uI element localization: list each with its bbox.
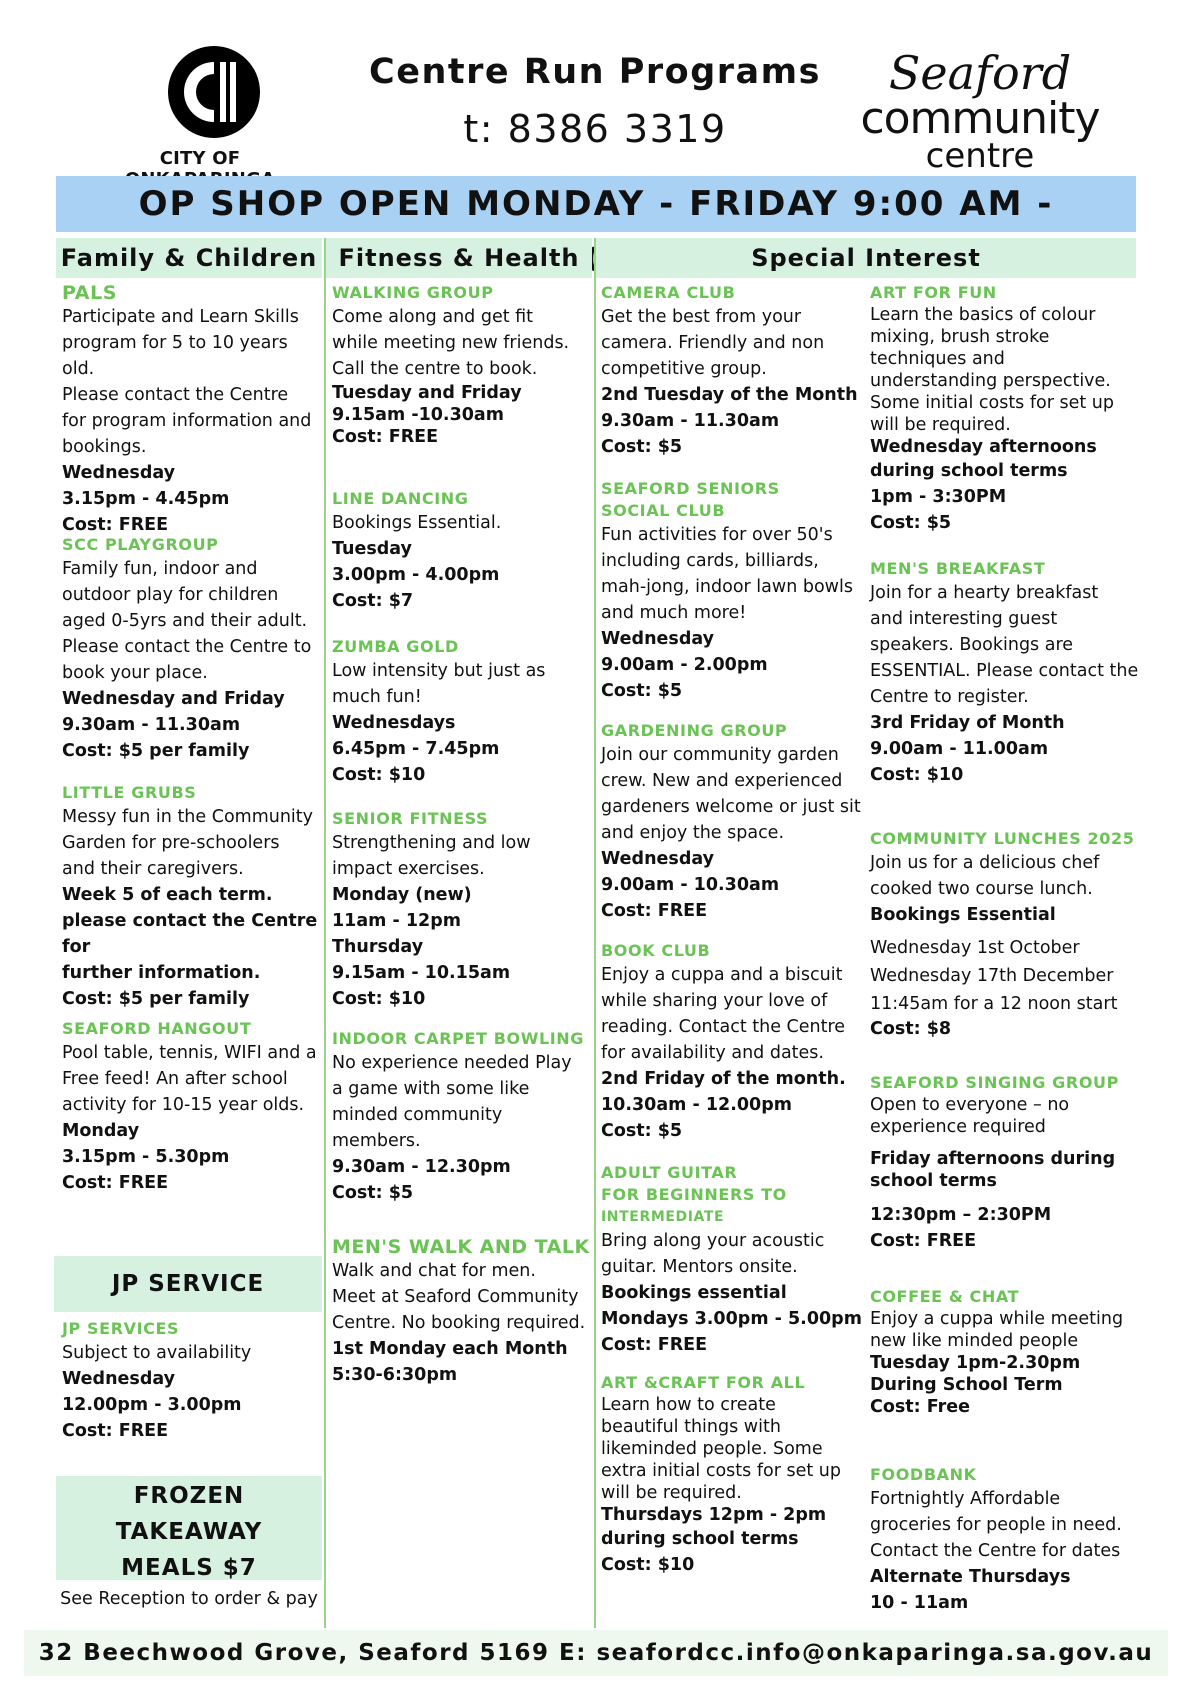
- program-day: Wednesdays: [332, 713, 456, 733]
- program-cost: Cost: $10: [332, 765, 426, 785]
- column-divider: [324, 238, 326, 1628]
- program-desc: while meeting new friends.: [332, 333, 570, 353]
- program-cost: Cost: FREE: [62, 1173, 169, 1193]
- program-title: ZUMBA GOLD: [332, 637, 459, 656]
- program-desc: Family fun, indoor and: [62, 559, 258, 579]
- program-playgroup: [62, 534, 311, 764]
- program-desc: mah-jong, indoor lawn bowls: [601, 577, 853, 597]
- program-desc: Join us for a delicious chef: [870, 853, 1100, 873]
- column-divider: [594, 238, 596, 1628]
- program-desc: Enjoy a cuppa and a biscuit: [601, 965, 843, 985]
- program-desc: Bookings Essential.: [332, 513, 502, 533]
- frozen-meals-line2: MEALS $7: [121, 1555, 257, 1581]
- program-desc: Walk and chat for men.: [332, 1261, 536, 1281]
- program-desc: program for 5 to 10 years old.: [62, 333, 288, 379]
- program-day: Tuesday: [332, 539, 412, 559]
- program-desc: activity for 10-15 year olds.: [62, 1095, 305, 1115]
- logo-line-community: community: [860, 93, 1100, 144]
- program-seaford-hangout: [62, 1018, 317, 1196]
- program-desc: understanding perspective.: [870, 371, 1111, 391]
- program-day: school terms: [870, 1171, 997, 1191]
- program-day: Wednesday afternoons: [870, 437, 1097, 457]
- program-desc: bookings.: [62, 437, 147, 457]
- program-mens-walk: [332, 1236, 590, 1388]
- program-title: COMMUNITY LUNCHES 2025: [870, 829, 1135, 848]
- program-desc: Free feed! An after school: [62, 1069, 288, 1089]
- program-desc: for program information and: [62, 411, 312, 431]
- program-desc: a game with some like: [332, 1079, 530, 1099]
- program-desc: crew. New and experienced: [601, 771, 843, 791]
- program-desc: Some initial costs for set up: [870, 393, 1115, 413]
- program-time: 11am - 12pm: [332, 911, 461, 931]
- program-title: INDOOR CARPET BOWLING: [332, 1029, 585, 1048]
- program-walking-group: [332, 282, 569, 448]
- program-camera-club: [601, 282, 858, 460]
- program-time: 9.15am -10.30am: [332, 405, 504, 425]
- program-desc: ESSENTIAL. Please contact the: [870, 661, 1139, 681]
- program-desc: new like minded people: [870, 1331, 1079, 1351]
- program-title: SOCIAL CLUB: [601, 501, 726, 520]
- program-desc: Bring along your acoustic: [601, 1231, 825, 1251]
- program-desc: Garden for pre-schoolers: [62, 833, 280, 853]
- program-title: PALS: [62, 282, 118, 304]
- logo-line-centre: centre: [925, 136, 1035, 176]
- program-desc: Come along and get fit: [332, 307, 534, 327]
- program-desc: Get the best from your: [601, 307, 802, 327]
- program-line-dancing: [332, 488, 501, 614]
- program-title: ART FOR FUN: [870, 283, 997, 302]
- program-time: 9.15am - 10.15am: [332, 963, 511, 983]
- program-book-club: [601, 940, 846, 1144]
- program-day: 2nd Friday of the month.: [601, 1069, 846, 1089]
- program-art-craft: [601, 1372, 841, 1578]
- onkaparinga-emblem-icon: [166, 44, 262, 140]
- program-desc: for availability and dates.: [601, 1043, 824, 1063]
- program-desc: Please contact the Centre: [62, 385, 289, 405]
- program-time: 6.45pm - 7.45pm: [332, 739, 500, 759]
- program-detail: During School Term: [870, 1375, 1063, 1395]
- program-day: Wednesday and Friday: [62, 689, 285, 709]
- program-cost: Cost: $5 per family: [62, 989, 250, 1009]
- phone-number: t: 8386 3319: [463, 107, 727, 151]
- program-day: Wednesday: [601, 849, 715, 869]
- program-time: 10.30am - 12.00pm: [601, 1095, 792, 1115]
- program-cost: Cost: FREE: [332, 427, 439, 447]
- program-day: Tuesday and Friday: [332, 383, 522, 403]
- program-desc: techniques and: [870, 349, 1005, 369]
- program-desc: gardeners welcome or just sit: [601, 797, 861, 817]
- program-time: 10 - 11am: [870, 1593, 969, 1613]
- program-art-for-fun: [870, 282, 1114, 536]
- program-desc: members.: [332, 1131, 421, 1151]
- program-desc: Messy fun in the Community: [62, 807, 314, 827]
- program-coffee-chat: [870, 1286, 1123, 1418]
- program-desc: much fun!: [332, 687, 422, 707]
- program-cost: Cost: FREE: [601, 901, 708, 921]
- program-desc: book your place.: [62, 663, 208, 683]
- column-heading-special: Special Interest: [596, 238, 1136, 278]
- program-desc: Centre. No booking required.: [332, 1313, 586, 1333]
- program-desc: experience required: [870, 1117, 1046, 1137]
- program-desc: Open to everyone – no: [870, 1095, 1070, 1115]
- program-desc: Fun activities for over 50's: [601, 525, 833, 545]
- program-cost: Cost: $7: [332, 591, 414, 611]
- program-desc: including cards, billiards,: [601, 551, 819, 571]
- logo-line-seaford: Seaford: [888, 46, 1072, 100]
- program-pals: [62, 282, 324, 538]
- seaford-community-centre-logo: [850, 46, 1110, 176]
- program-desc: and interesting guest: [870, 609, 1058, 629]
- program-desc: Meet at Seaford Community: [332, 1287, 579, 1307]
- program-little-grubs: [62, 782, 324, 1012]
- program-jp-services: [62, 1318, 324, 1444]
- program-title: SENIOR FITNESS: [332, 809, 489, 828]
- program-cost: Cost: $5: [332, 1183, 414, 1203]
- program-time: 3.15pm - 4.45pm: [62, 489, 230, 509]
- program-title: SEAFORD HANGOUT: [62, 1019, 252, 1038]
- program-desc: likeminded people. Some: [601, 1439, 823, 1459]
- op-shop-banner: OP SHOP OPEN MONDAY - FRIDAY 9:00 AM -: [56, 176, 1136, 232]
- program-date: Wednesday 1st October: [870, 938, 1080, 958]
- program-cost: Cost: $10: [870, 765, 964, 785]
- program-time: 12.00pm - 3.00pm: [62, 1395, 242, 1415]
- program-time: 5:30-6:30pm: [332, 1365, 458, 1385]
- program-cost: Cost: FREE: [62, 515, 169, 535]
- program-title: MEN'S WALK AND TALK: [332, 1236, 590, 1258]
- program-detail: during school terms: [870, 461, 1068, 481]
- program-day: 3rd Friday of Month: [870, 713, 1065, 733]
- program-day: Thursdays 12pm - 2pm: [601, 1505, 827, 1525]
- program-day: Monday (new): [332, 885, 472, 905]
- program-day: Wednesday: [62, 463, 176, 483]
- program-cost: Cost: $5: [601, 681, 683, 701]
- program-desc: groceries for people in need.: [870, 1515, 1122, 1535]
- program-day: 1st Monday each Month: [332, 1339, 568, 1359]
- program-title: ADULT GUITAR: [601, 1163, 738, 1182]
- column-heading-family: Family & Children: [56, 238, 322, 278]
- program-desc: reading. Contact the Centre: [601, 1017, 846, 1037]
- program-title: SEAFORD SENIORS: [601, 479, 780, 498]
- program-singing-group: [870, 1072, 1119, 1254]
- program-desc: and their caregivers.: [62, 859, 244, 879]
- program-title: INTERMEDIATE: [601, 1209, 725, 1225]
- program-desc: Subject to availability: [62, 1343, 252, 1363]
- program-foodbank: [870, 1464, 1122, 1616]
- program-zumba-gold: [332, 636, 545, 788]
- program-mens-breakfast: [870, 558, 1138, 788]
- program-time: 9.30am - 12.30pm: [332, 1157, 511, 1177]
- frozen-meals-note: See Reception to order & pay: [60, 1589, 318, 1609]
- program-date: Wednesday 17th December: [870, 966, 1114, 986]
- program-time: 9.30am - 11.30am: [601, 411, 780, 431]
- program-community-lunches: [870, 828, 1135, 1040]
- program-cost: Cost: $5: [601, 1121, 683, 1141]
- program-time: 3.15pm - 5.30pm: [62, 1147, 230, 1167]
- program-title: BOOK CLUB: [601, 941, 711, 960]
- program-time: Mondays 3.00pm - 5.00pm: [601, 1309, 862, 1329]
- program-desc: Join for a hearty breakfast: [870, 583, 1099, 603]
- program-detail: Week 5 of each term.: [62, 885, 273, 905]
- program-time: 9.00am - 10.30am: [601, 875, 780, 895]
- program-desc: will be required.: [601, 1483, 742, 1503]
- program-desc: outdoor play for children: [62, 585, 279, 605]
- program-time: 1pm - 3:30PM: [870, 487, 1007, 507]
- program-cost: Cost: $5: [601, 437, 683, 457]
- program-carpet-bowling: [332, 1028, 584, 1206]
- program-day: Monday: [62, 1121, 140, 1141]
- program-cost: Cost: FREE: [601, 1335, 708, 1355]
- program-desc: extra initial costs for set up: [601, 1461, 841, 1481]
- program-desc: beautiful things with: [601, 1417, 781, 1437]
- program-title: WALKING GROUP: [332, 283, 494, 302]
- program-detail: Bookings essential: [601, 1283, 787, 1303]
- column-heading-fitness: Fitness & Health: [326, 238, 592, 278]
- program-desc: Fortnightly Affordable: [870, 1489, 1061, 1509]
- program-title: JP SERVICES: [62, 1319, 180, 1338]
- program-cost: Cost: FREE: [62, 1421, 169, 1441]
- program-desc: guitar. Mentors onsite.: [601, 1257, 798, 1277]
- program-cost: Cost: Free: [870, 1397, 970, 1417]
- frozen-meals-line1: FROZEN TAKEAWAY: [115, 1483, 263, 1545]
- program-adult-guitar: [601, 1162, 862, 1358]
- program-desc: Please contact the Centre to: [62, 637, 312, 657]
- program-desc: Contact the Centre for dates: [870, 1541, 1121, 1561]
- program-detail: please contact the Centre for: [62, 911, 318, 957]
- program-title: SCC PLAYGROUP: [62, 535, 219, 554]
- frozen-meals-box: [56, 1476, 322, 1609]
- program-day: Friday afternoons during: [870, 1149, 1116, 1169]
- program-title: GARDENING GROUP: [601, 721, 788, 740]
- org-name: CITY OF: [159, 148, 241, 169]
- program-cost: Cost: $10: [601, 1555, 695, 1575]
- program-booking-note: Bookings Essential: [870, 905, 1056, 925]
- program-time: 9.00am - 11.00am: [870, 739, 1049, 759]
- program-day: 2nd Tuesday of the Month: [601, 385, 858, 405]
- program-day: Wednesday: [62, 1369, 176, 1389]
- program-desc: competitive group.: [601, 359, 767, 379]
- program-title: CAMERA CLUB: [601, 283, 736, 302]
- program-cost: Cost: $10: [332, 989, 426, 1009]
- program-desc: Low intensity but just as: [332, 661, 546, 681]
- program-desc: minded community: [332, 1105, 503, 1125]
- program-detail: further information.: [62, 963, 261, 983]
- program-time: 12:30pm – 2:30PM: [870, 1205, 1052, 1225]
- program-time: 11:45am for a 12 noon start: [870, 994, 1118, 1014]
- program-desc: and enjoy the space.: [601, 823, 785, 843]
- page-title: Centre Run Programs: [369, 52, 821, 92]
- program-desc: impact exercises.: [332, 859, 485, 879]
- footer-address-email: 32 Beechwood Grove, Seaford 5169 E: seafordcc.info@onkaparinga.sa.gov.au: [24, 1630, 1168, 1676]
- program-desc: camera. Friendly and non: [601, 333, 825, 353]
- program-title: SEAFORD SINGING GROUP: [870, 1073, 1119, 1092]
- program-desc: while sharing your love of: [601, 991, 828, 1011]
- program-gardening-group: [601, 720, 861, 924]
- program-desc: Pool table, tennis, WIFI and a: [62, 1043, 317, 1063]
- program-title: FOR BEGINNERS TO: [601, 1185, 787, 1204]
- program-title: COFFEE & CHAT: [870, 1287, 1020, 1306]
- program-desc: aged 0-5yrs and their adult.: [62, 611, 308, 631]
- program-title: MEN'S BREAKFAST: [870, 559, 1046, 578]
- program-day: Thursday: [332, 937, 424, 957]
- program-desc: Learn how to create: [601, 1395, 776, 1415]
- program-time: 9.30am - 11.30am: [62, 715, 241, 735]
- program-desc: No experience needed Play: [332, 1053, 572, 1073]
- program-desc: Enjoy a cuppa while meeting: [870, 1309, 1124, 1329]
- program-title: FOODBANK: [870, 1465, 977, 1484]
- program-detail: during school terms: [601, 1529, 799, 1549]
- program-desc: Participate and Learn Skills: [62, 307, 299, 327]
- program-desc: Call the centre to book.: [332, 359, 538, 379]
- program-desc: Strengthening and low: [332, 833, 531, 853]
- program-cost: Cost: $5 per family: [62, 741, 250, 761]
- program-desc: cooked two course lunch.: [870, 879, 1093, 899]
- program-desc: and much more!: [601, 603, 747, 623]
- program-day: Alternate Thursdays: [870, 1567, 1071, 1587]
- city-of-onkaparinga-logo: [100, 44, 300, 174]
- program-desc: Centre to register.: [870, 687, 1029, 707]
- program-cost: Cost: FREE: [870, 1231, 977, 1251]
- program-desc: will be required.: [870, 415, 1011, 435]
- program-desc: mixing, brush stroke: [870, 327, 1050, 347]
- program-seniors-social-club: [601, 478, 853, 704]
- program-title: LITTLE GRUBS: [62, 783, 197, 802]
- program-title: LINE DANCING: [332, 489, 469, 508]
- program-desc: Learn the basics of colour: [870, 305, 1096, 325]
- program-time: 9.00am - 2.00pm: [601, 655, 768, 675]
- program-cost: Cost: $5: [870, 513, 952, 533]
- program-day: Tuesday 1pm-2.30pm: [870, 1353, 1081, 1373]
- program-senior-fitness: [332, 808, 531, 1012]
- program-cost: Cost: $8: [870, 1019, 952, 1039]
- program-time: 3.00pm - 4.00pm: [332, 565, 500, 585]
- program-desc: Join our community garden: [601, 745, 839, 765]
- jp-service-box: JP SERVICE: [54, 1256, 322, 1312]
- program-title: ART &CRAFT FOR ALL: [601, 1373, 806, 1392]
- program-day: Wednesday: [601, 629, 715, 649]
- program-desc: speakers. Bookings are: [870, 635, 1074, 655]
